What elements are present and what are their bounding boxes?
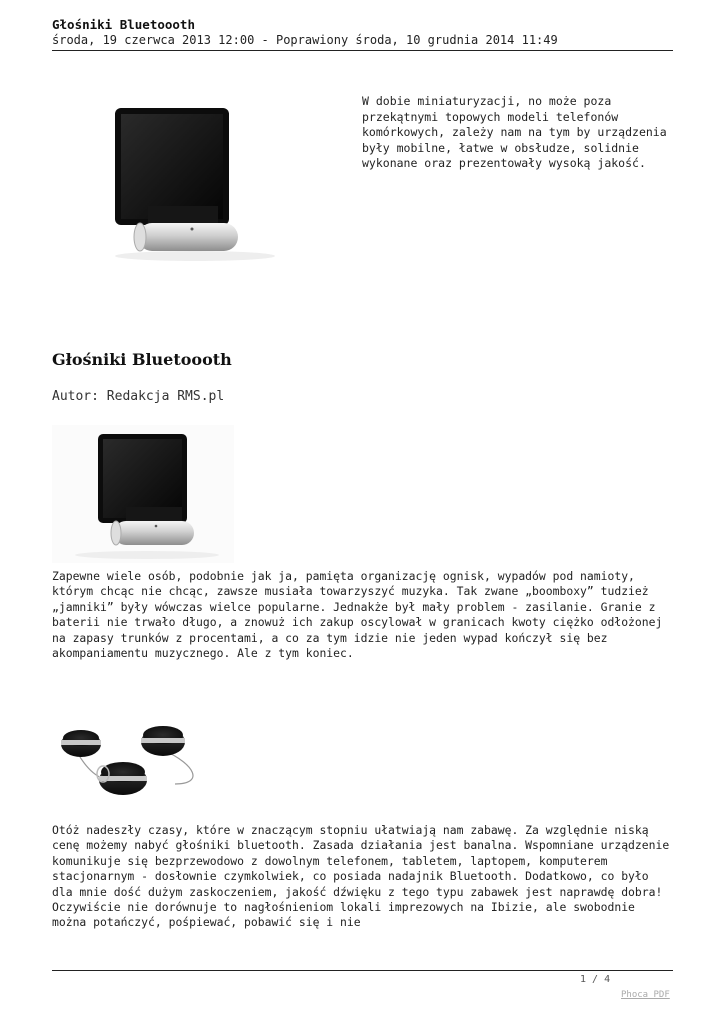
intro-tablet-speaker-image	[100, 96, 290, 266]
document-header-title: Głośniki Bluetoooth	[52, 17, 195, 32]
header-divider	[52, 50, 673, 51]
intro-text: W dobie miniaturyzacji, no może poza przekątnymi topowych modeli telefonów komórkowych, zależy nam na tym by urządzenia były mobilne, łatwe w obsłudze, solidnie wykonane oraz prezentowały wysoką jakość.	[362, 94, 667, 170]
page-number: 1 / 4	[580, 974, 611, 985]
phoca-pdf-link[interactable]: Phoca PDF	[621, 990, 670, 1000]
article-title: Głośniki Bluetoooth	[52, 350, 232, 369]
document-header-date: środa, 19 czerwca 2013 12:00 - Poprawiony środa, 10 grudnia 2014 11:49	[52, 33, 558, 47]
article-paragraph-2: Otóż nadeszły czasy, które w znaczącym stopniu ułatwiają nam zabawę. Za względnie niską cenę możemy nabyć głośniki bluetooth. Zasada działania jest banalna. Wspomniane urządzenie komunikuje się bezprzewodowo z dowolnym telefonem, tabletem, laptopem, komputerem stacjonarnym - dosłownie czymkolwiek, co posiada nadajnik Bluetooth. Dodatkowo, co było dla mnie dość dużym zaskoczeniem, jakość dźwięku z tego typu zabawek jest naprawdę dobra! Oczywiście nie dorównuje to nagłośnieniom lokali imprezowych na Ibizie, ale swobodnie można potańczyć, pośpiewać, pobawić się i nie	[52, 823, 670, 930]
article-tablet-speaker-image	[52, 425, 234, 563]
article-author: Autor: Redakcja RMS.pl	[52, 389, 225, 404]
round-speakers-image	[55, 714, 215, 802]
article-paragraph-1: Zapewne wiele osób, podobnie jak ja, pamięta organizację ognisk, wypadów pod namioty, którym chcąc nie chcąc, zawsze musiała towarzyszyć muzyka. Tak zwane „boomboxy” tudzież „jamniki” były wówczas wielce popularne. Jednakże był mały problem - zasilanie. Granie z baterii nie trwało długo, a znowuż ich zakup oscylował w granicach kwoty ciężko odłożonej na zapasy trunków z procentami, a co za tym idzie nie jeden wypad kończył się bez akompaniamentu muzycznego. Ale z tym koniec.	[52, 569, 663, 661]
footer-divider	[52, 970, 673, 971]
